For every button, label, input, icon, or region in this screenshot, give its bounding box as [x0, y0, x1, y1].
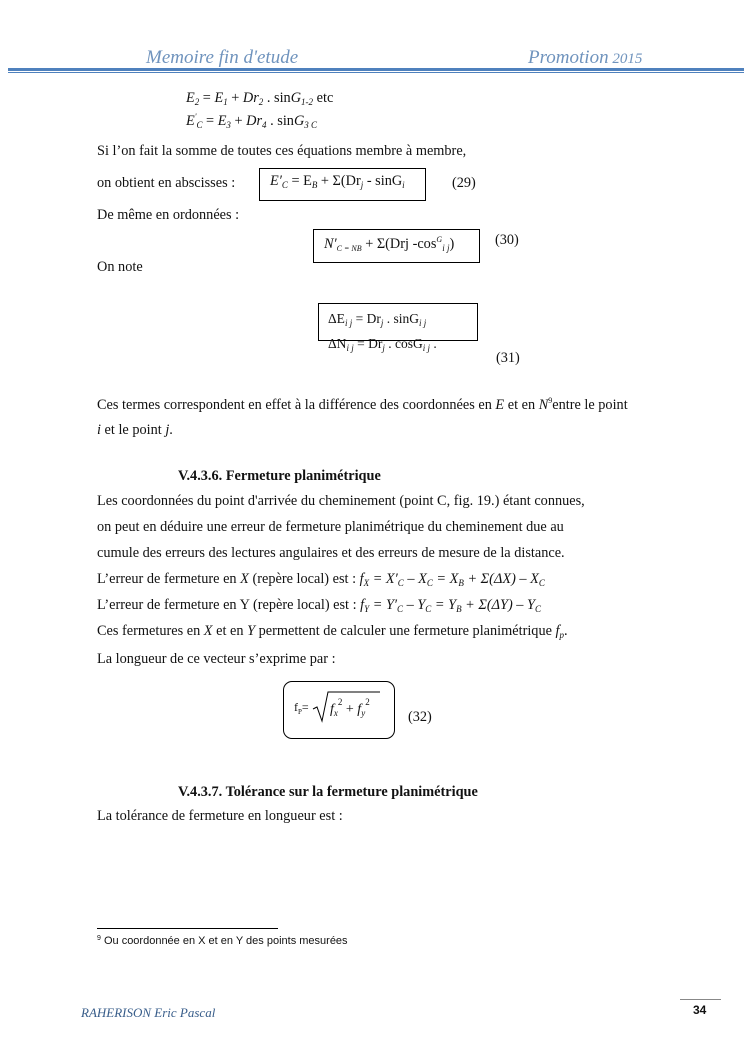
- paragraph-longueur: La longueur de ce vecteur s’exprime par :: [97, 651, 336, 667]
- header-left-text: Memoire fin d'etude: [146, 47, 299, 68]
- equation-ec: $E'_C = E_3 + Dr_4$ . sinG$_{3 C}$: [186, 112, 318, 130]
- paragraph-termes-line2: i et le point j.: [97, 422, 173, 438]
- header-promotion-label: Promotion: [528, 47, 609, 68]
- formula-32-lhs: $f_P=$: [294, 700, 309, 716]
- paragraph-coord-line1: Les coordonnées du point d'arrivée du cheminement (point C, fig. 19.) étant connues,: [97, 493, 585, 509]
- formula-29: $E'_C = E_B + \Sigma(Dr_j - \sin G_i$: [270, 173, 405, 190]
- equation-number-30: (30): [495, 232, 519, 248]
- footnote-separator: [97, 928, 278, 929]
- footnote: $^9$ Ou coordonnée en X et en Y des points mesurées: [97, 935, 348, 947]
- paragraph-fermetures: Ces fermetures en X et en Y permettent de calculer une fermeture planimétrique $f_p$.: [97, 623, 568, 640]
- footnote-ref[interactable]: 9: [548, 396, 553, 405]
- formula-32-rhs: $f_x^2 + f_y^2$: [330, 697, 370, 718]
- page-number-rule: [680, 999, 721, 1000]
- section-heading-436: V.4.3.6. Fermeture planimétrique: [178, 468, 381, 484]
- header-rule-thick: [8, 68, 744, 71]
- footer-author: RAHERISON Eric Pascal: [81, 1005, 216, 1020]
- equation-number-29: (29): [452, 175, 476, 191]
- paragraph-coord-line3: cumule des erreurs des lectures angulaires et des erreurs de mesure de la distance.: [97, 545, 565, 561]
- paragraph-tolerance: La tolérance de fermeture en longueur est :: [97, 808, 343, 824]
- header-title: [146, 47, 298, 69]
- error-y-line: L’erreur de fermeture en Y (repère local) est : $f_Y = Y'_C - Y_C = Y_B + \Sigma(\Delta Y) - Y_C$: [97, 597, 541, 614]
- paragraph-termes-line1: Ces termes correspondent en effet à la différence des coordonnées en E et en $N^9entre$ le point: [97, 396, 628, 413]
- section-heading-437: V.4.3.7. Tolérance sur la fermeture planimétrique: [178, 784, 478, 800]
- formula-31-line2: $\Delta N_{i j} = Dr_j$ . cosG$_{i j}$ .: [328, 336, 437, 353]
- header-promotion: [528, 47, 642, 69]
- header-rule-thin: [8, 72, 744, 73]
- paragraph-coord-line2: on peut en déduire une erreur de fermeture planimétrique du cheminement due au: [97, 519, 564, 535]
- formula-30: $N'_{C = NB} + \Sigma(Drj$ $-\cos^G_{i j}$): [324, 235, 455, 253]
- paragraph-sum: Si l’on fait la somme de toutes ces équations membre à membre,: [97, 143, 467, 159]
- equation-number-31: (31): [496, 350, 520, 366]
- abscisses-intro: on obtient en abscisses :: [97, 175, 236, 191]
- equation-e2: $E_2 = E_1 + Dr_2$ . sinG$_{1-2}$ etc: [186, 90, 334, 107]
- error-x-line: L’erreur de fermeture en X (repère local) est : $f_X = X'_C - X_C = X_B + \Sigma(\Delta X) - X_C$: [97, 571, 545, 588]
- formula-31-line1: $\Delta E_{i j} = Dr_j$ . sinG$_{i j}$: [328, 311, 427, 328]
- page-number: 34: [693, 1003, 707, 1017]
- ordonnees-intro: De même en ordonnées :: [97, 207, 240, 223]
- header-promotion-year: 2015: [612, 51, 643, 67]
- on-note: On note: [97, 259, 143, 275]
- equation-number-32: (32): [408, 709, 432, 725]
